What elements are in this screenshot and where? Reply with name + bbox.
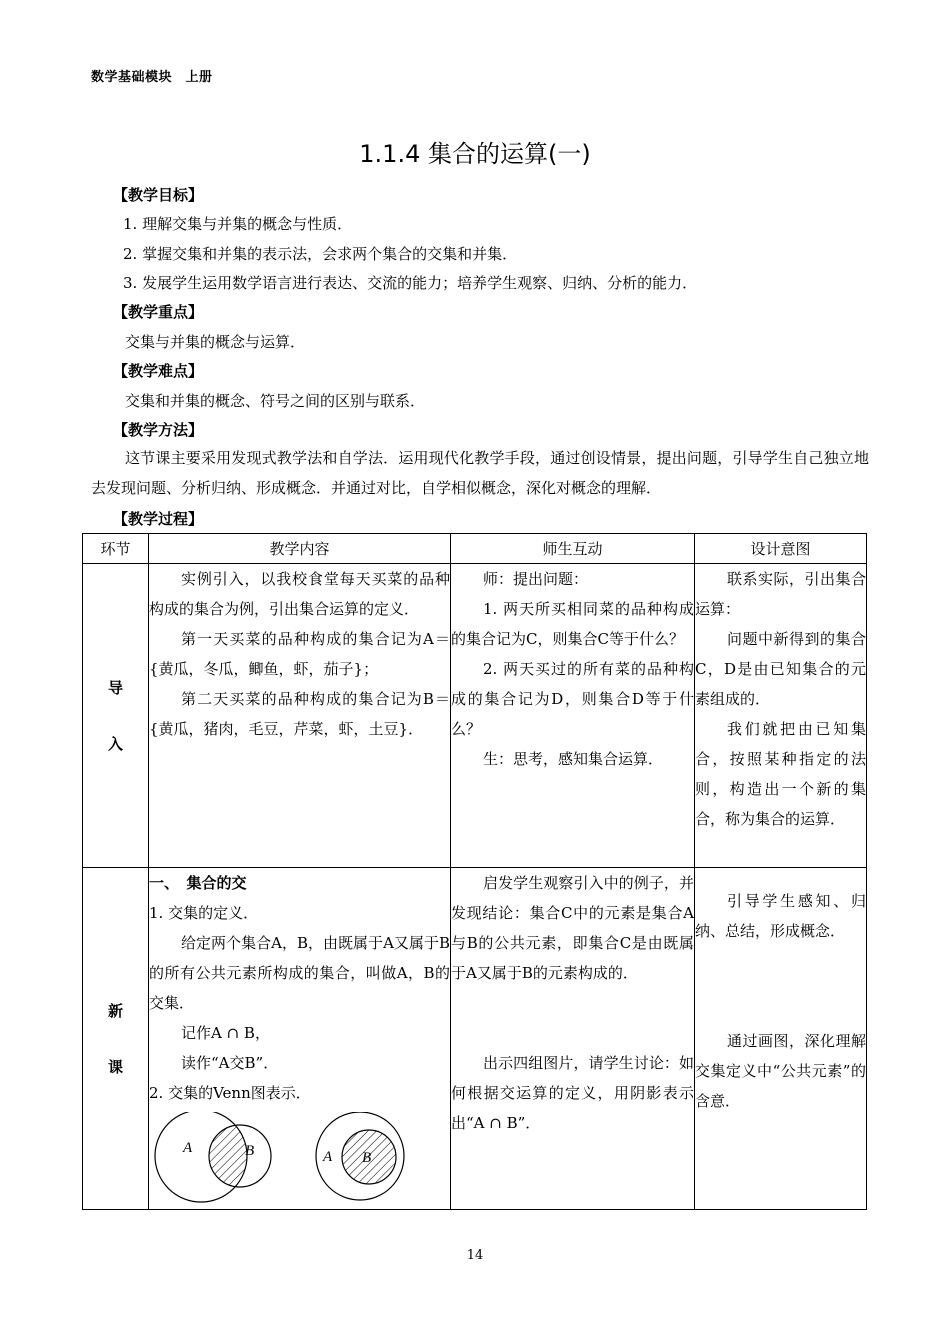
venn-label-a: A bbox=[183, 1140, 193, 1156]
column-header: 设计意图 bbox=[695, 534, 867, 564]
methods-heading: 【教学方法】 bbox=[113, 421, 204, 439]
column-header: 教学内容 bbox=[149, 534, 451, 564]
interaction-cell bbox=[451, 564, 695, 868]
content-paragraph: 1. 交集的定义． bbox=[149, 904, 259, 922]
interaction-cell bbox=[451, 868, 695, 1210]
objective-item: 3. 发展学生运用数学语言进行表达、交流的能力；培养学生观察、归纳、分析的能力． bbox=[123, 274, 698, 292]
column-header: 师生互动 bbox=[451, 534, 695, 564]
stage-label: 入 bbox=[107, 734, 123, 753]
objective-item: 1. 理解交集与并集的概念与性质． bbox=[123, 215, 353, 233]
intent-paragraph: 通过画图，深化理解交集定义中“公共元素”的含意． bbox=[695, 1032, 866, 1110]
table-header-row bbox=[83, 534, 867, 564]
content-paragraph: 2. 交集的Venn图表示． bbox=[149, 1084, 311, 1102]
table-row bbox=[83, 868, 867, 1210]
content-paragraph: 第二天买菜的品种构成的集合记为B＝{黄瓜，猪肉，毛豆，芹菜，虾，土豆}． bbox=[149, 690, 450, 738]
content-paragraph: 给定两个集合A，B，由既属于A又属于B的所有公共元素所构成的集合，叫做A，B的交集． bbox=[149, 934, 450, 1012]
table-row bbox=[83, 564, 867, 868]
intent-cell bbox=[695, 868, 867, 1210]
section-heading: 一、 集合的交 bbox=[149, 874, 247, 892]
difficulties-text: 交集和并集的概念、符号之间的区别与联系． bbox=[125, 392, 426, 410]
interaction-paragraph: 1. 两天所买相同菜的品种构成的集合记为C，则集合C等于什么？ bbox=[451, 600, 694, 648]
intent-paragraph: 我们就把由已知集合，按照某种指定的法则，构造出一个新的集合，称为集合的运算． bbox=[695, 720, 866, 828]
venn-label-a: A bbox=[323, 1149, 333, 1165]
content-paragraph: 记作A ∩ B， bbox=[181, 1024, 270, 1042]
column-header: 环节 bbox=[83, 534, 149, 564]
interaction-paragraph: 师：提出问题： bbox=[483, 570, 589, 588]
stage-cell bbox=[83, 564, 149, 868]
objectives-heading: 【教学目标】 bbox=[113, 186, 204, 204]
content-paragraph: 读作“A交B”． bbox=[181, 1054, 279, 1072]
difficulties-heading: 【教学难点】 bbox=[113, 362, 204, 380]
page-title: 1.1.4 集合的运算(一) bbox=[359, 140, 591, 168]
interaction-paragraph: 生：思考，感知集合运算． bbox=[483, 750, 664, 768]
content-paragraph: 第一天买菜的品种构成的集合记为A＝{黄瓜，冬瓜，鲫鱼，虾，茄子}； bbox=[149, 630, 450, 678]
stage-label: 新 bbox=[107, 1001, 123, 1020]
interaction-paragraph: 出示四组图片，请学生讨论：如何根据交运算的定义，用阴影表示出“A ∩ B”． bbox=[451, 1054, 694, 1132]
interaction-paragraph: 2. 两天买过的所有菜的品种构成的集合记为D，则集合D等于什么？ bbox=[451, 660, 694, 738]
venn-intersecting-circles bbox=[155, 1112, 271, 1202]
intent-paragraph: 引导学生感知、归纳、总结，形成概念． bbox=[695, 892, 866, 940]
key-points-heading: 【教学重点】 bbox=[113, 303, 204, 321]
stage-cell bbox=[83, 868, 149, 1210]
stage-label: 导 bbox=[107, 678, 123, 697]
process-table bbox=[82, 533, 867, 1210]
venn-label-b: B bbox=[245, 1143, 255, 1159]
key-points-text: 交集与并集的概念与运算． bbox=[125, 333, 306, 351]
venn-subset-circles bbox=[316, 1112, 404, 1200]
content-cell bbox=[149, 564, 451, 868]
running-header: 数学基础模块 上册 bbox=[91, 70, 213, 85]
intent-paragraph: 联系实际，引出集合运算： bbox=[695, 570, 866, 618]
content-cell bbox=[149, 868, 451, 1210]
venn-diagrams bbox=[149, 1112, 435, 1204]
process-heading: 【教学过程】 bbox=[113, 510, 204, 528]
venn-label-b: B bbox=[362, 1150, 372, 1166]
content-paragraph: 实例引入，以我校食堂每天买菜的品种构成的集合为例，引出集合运算的定义． bbox=[149, 570, 450, 618]
page-number: 14 bbox=[466, 1248, 484, 1263]
intent-cell bbox=[695, 564, 867, 868]
objective-item: 2. 掌握交集和并集的表示法，会求两个集合的交集和并集． bbox=[123, 245, 518, 263]
intent-paragraph: 问题中新得到的集合C，D是由已知集合的元素组成的． bbox=[695, 630, 866, 708]
interaction-paragraph: 启发学生观察引入中的例子，并发现结论：集合C中的元素是集合A与B的公共元素，即集合C是由既属于A又属于B的元素构成的． bbox=[451, 874, 694, 982]
stage-label: 课 bbox=[107, 1057, 123, 1076]
methods-text: 这节课主要采用发现式教学法和自学法．运用现代化教学手段，通过创设情景，提出问题，引导学生自己独立地去发现问题、分析归纳、形成概念．并通过对比，自学相似概念，深化对概念的理解． bbox=[91, 449, 869, 497]
